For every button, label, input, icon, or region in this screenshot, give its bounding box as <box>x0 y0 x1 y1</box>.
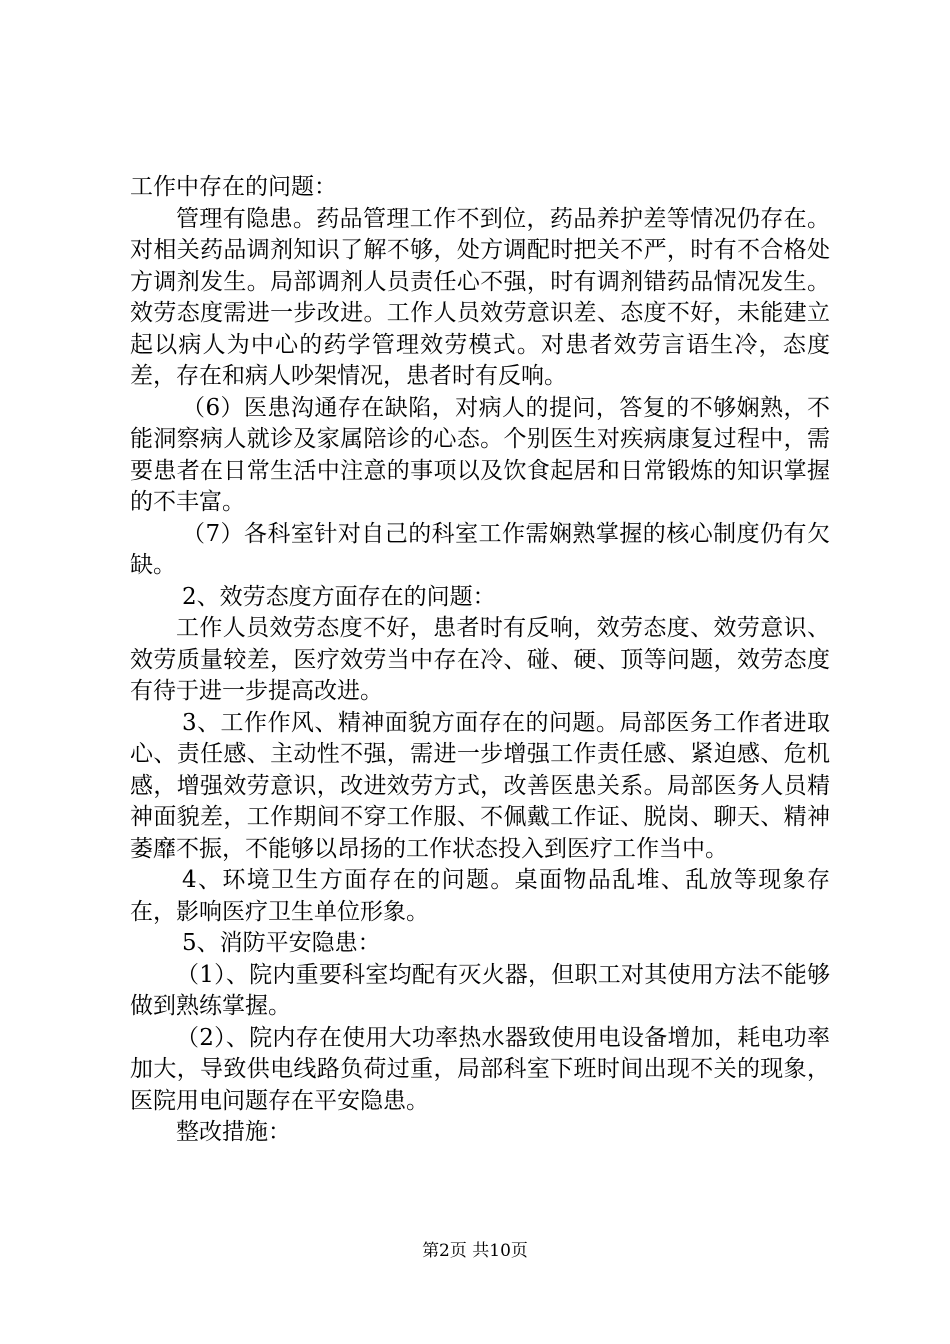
paragraph-management-hazards: 管理有隐患。药品管理工作不到位，药品养护差等情况仍存在。对相关药品调剂知识了解不够，处方调配时把关不严，时有不合格处方调剂发生。局部调剂人员责任心不强，时有调剂错药品情况发生。效劳态度需进一步改进。工作人员效劳意识差、态度不好，未能建立起以病人为中心的药学管理效劳模式。对患者效劳言语生冷，态度差，存在和病人吵架情况，患者时有反响。 <box>130 205 830 389</box>
paragraph-rectification-heading: 整改措施： <box>176 1119 291 1145</box>
paragraph-item-7: （7）各科室针对自己的科室工作需娴熟掌握的核心制度仍有欠缺。 <box>130 520 830 578</box>
document-body <box>130 172 830 1149</box>
paragraph-fire-item-1: （1）、院内重要科室均配有灭火器，但职工对其使用方法不能够做到熟练掌握。 <box>130 961 830 1019</box>
paragraph-fire-item-2: （2）、院内存在使用大功率热水器致使用电设备增加，耗电功率加大，导致供电线路负荷过重，局部科室下班时间出现不关的现象，医院用电问题存在平安隐患。 <box>130 1024 830 1114</box>
page-number-footer: 第2页 共10页 <box>422 1241 528 1261</box>
paragraph-work-style: 3、工作作风、精神面貌方面存在的问题。局部医务工作者进取心、责任感、主动性不强，需进一步增强工作责任感、紧迫感、危机感，增强效劳意识，改进效劳方式，改善医患关系。局部医务人员精神面貌差，工作期间不穿工作服、不佩戴工作证、脱岗、聊天、精神萎靡不振，不能够以昂扬的工作状态投入到医疗工作当中。 <box>130 709 830 862</box>
paragraph-service-attitude: 工作人员效劳态度不好，患者时有反响，效劳态度、效劳意识、效劳质量较差，医疗效劳当中存在冷、碰、硬、顶等问题，效劳态度有待于进一步提高改进。 <box>130 615 830 704</box>
paragraph-fire-safety-heading: 5、消防平安隐患： <box>182 930 381 956</box>
paragraph-problems-heading: 工作中存在的问题： <box>130 174 337 200</box>
paragraph-item-6: （6）医患沟通存在缺陷，对病人的提问，答复的不够娴熟，不能洞察病人就诊及家属陪诊的心态。个别医生对疾病康复过程中，需要患者在日常生活中注意的事项以及饮食起居和日常锻炼的知识掌握的不丰富。 <box>130 394 830 515</box>
paragraph-environment: 4、环境卫生方面存在的问题。桌面物品乱堆、乱放等现象存在，影响医疗卫生单位形象。 <box>130 867 830 925</box>
paragraph-service-attitude-heading: 2、效劳态度方面存在的问题： <box>182 583 496 610</box>
